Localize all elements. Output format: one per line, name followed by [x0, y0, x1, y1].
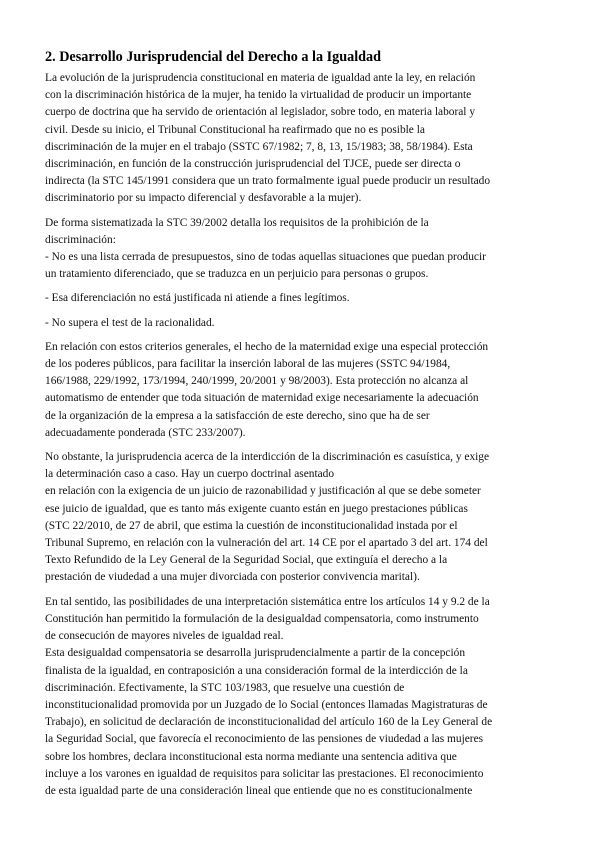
- paragraph-requisito-racionalidad: - No supera el test de la racionalidad.: [45, 316, 215, 329]
- paragraph-maternidad: En relación con estos criterios generales, el hecho de la maternidad exige una especial protección de los poderes públicos, para facilitar la inserción laboral de las mujeres (SSTC 94/1984, 166/1988, 229/1992, 173/1994, 240/1999, 20/2001 y 98/2003). Esta protección no alcanza al automatismo de entender que toda situación de maternidad exige necesariamente la adecuación de la organización de la empresa a la satisfacción de este derecho, sino que ha de ser adecuadamente ponderada (STC 233/2007).: [45, 340, 489, 439]
- paragraph-requisito-fines: - Esa diferenciación no está justificada ni atiende a fines legítimos.: [45, 292, 350, 305]
- paragraph-evolucion: La evolución de la jurisprudencia constitucional en materia de igualdad ante la ley, en relación con la discriminación histórica de la mujer, ha tenido la virtualidad de producir un importante cuerpo de doctrina que ha servido de orientación al legislador, sobre todo, en materia laboral y civil. Desde su inicio, el Tribunal Constitucional ha reafirmado que no es posible la discriminación de la mujer en el trabajo (SSTC 67/1982; 7, 8, 13, 15/1983; 38, 58/1984). Esta discriminación, en función de la construcción jurisprudencial del TJCE, puede ser directa o indirecta (la STC 145/1991 considera que un trato formalmente igual puede producir un resultado discriminatorio por su impacto diferencial y desfavorable a la mujer).: [45, 72, 491, 205]
- section-heading: 2. Desarrollo Jurisprudencial del Derecho a la Igualdad: [45, 49, 382, 65]
- document-page: [45, 48, 563, 800]
- paragraph-casuistica: No obstante, la jurisprudencia acerca de la interdicción de la discriminación es casuística, y exige la determinación caso a caso. Hay un cuerpo doctrinal asentado en relación con la exigencia de un juicio de razonabilidad y justificación al que se debe someter ese juicio de igualdad, que es tanto más exigente cuanto están en juego prestaciones públicas (STC 22/2010, de 27 de abril, que estima la cuestión de inconstitucionalidad instada por el Tribunal Supremo, en relación con la vulneración del art. 14 CE por el apartado 3 del art. 174 del Texto Refundido de la Ley General de la Seguridad Social, que extinguía el derecho a la prestación de viudedad a una mujer divorciada con posterior convivencia marital).: [45, 451, 490, 584]
- paragraph-requisitos: De forma sistematizada la STC 39/2002 detalla los requisitos de la prohibición de la discriminación: - No es una lista cerrada de presupuestos, sino de todas aquellas situaciones que puedan producir un tratamiento diferenciado, que se traduzca en un perjuicio para personas o grupos.: [45, 216, 486, 281]
- paragraph-desigualdad-compensatoria: En tal sentido, las posibilidades de una interpretación sistemática entre los artículos 14 y 9.2 de la Constitución han permitido la formulación de la desigualdad compensatoria, como instrumento de consecución de mayores niveles de igualdad real. Esta desigualdad compensatoria se desarrolla jurisprudencialmente a partir de la concepción finalista de la igualdad, en contraposición a una consideración formal de la interdicción de la discriminación. Efectivamente, la STC 103/1983, que resuelve una cuestión de inconstitucionalidad promovida por un Juzgado de lo Social (entonces llamadas Magistraturas de Trabajo), en solicitud de declaración de inconstitucionalidad del artículo 160 de la Ley General de la Seguridad Social, que favorecía el reconocimiento de las pensiones de viudedad a las mujeres sobre los hombres, declara inconstitucional esta norma mediante una sentencia aditiva que incluye a los varones en igualdad de requisitos para solicitar las prestaciones. El reconocimiento de esta igualdad parte de una consideración lineal que entiende que no es constitucionalmente: [45, 595, 493, 797]
